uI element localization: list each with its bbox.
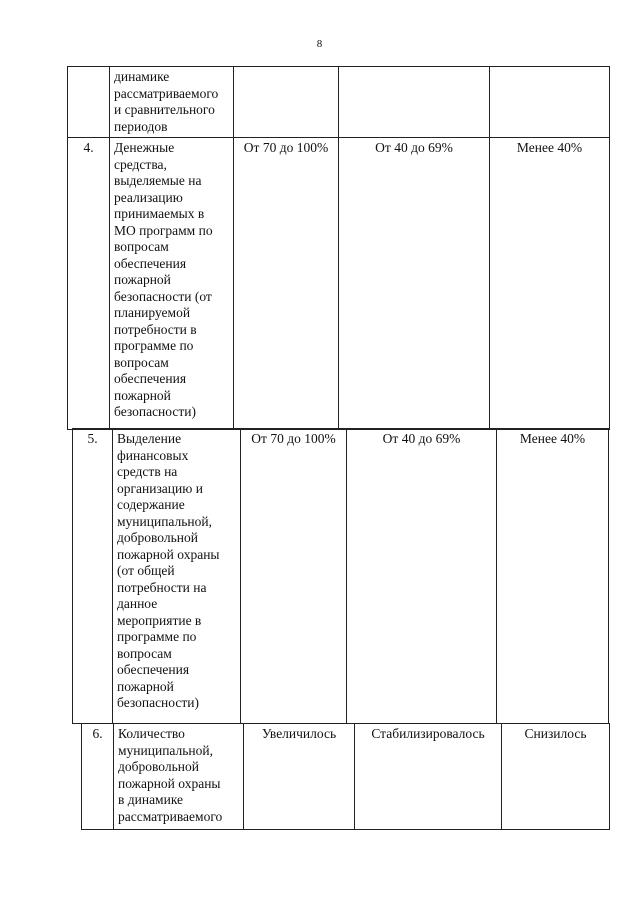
description-line: средств на [117, 464, 178, 479]
description-line: периодов [114, 118, 168, 134]
description-line: обеспечения [114, 371, 187, 386]
description-line: потребности в [114, 321, 197, 337]
description-line: Выделение [117, 431, 182, 446]
description-line: пожарной охраны [118, 775, 221, 791]
table-row [68, 138, 610, 430]
value-high-cell: От 70 до 100% [241, 429, 347, 724]
value-mid-cell: От 40 до 69% [347, 429, 497, 724]
row-number-cell: 5. [73, 429, 113, 724]
criterion-description-cell [113, 429, 241, 724]
page-number: 8 [316, 38, 323, 50]
description-line: в динамике [118, 792, 184, 807]
description-line: пожарной [114, 387, 171, 403]
value-mid-cell: Стабилизировалось [355, 724, 502, 830]
value-high-cell [234, 67, 339, 138]
table-segment-3 [81, 723, 610, 830]
description-line: данное [117, 596, 158, 611]
description-line: вопросам [117, 645, 172, 661]
criterion-description-cell [110, 138, 234, 430]
description-line: и сравнительного [114, 102, 215, 117]
table-row [82, 724, 610, 830]
description-line: принимаемых в [114, 206, 205, 221]
description-line: вопросам [114, 239, 169, 254]
description-line: программе по [114, 338, 194, 353]
description-line: безопасности) [114, 404, 196, 419]
row-number-cell: 4. [68, 138, 110, 430]
value-low-cell: Менее 40% [490, 138, 610, 430]
description-line: содержание [117, 497, 185, 512]
description-line: финансовых [117, 447, 189, 463]
description-line: безопасности) [117, 695, 199, 710]
row-number-cell [68, 67, 110, 138]
description-line: МО программ по [114, 222, 213, 238]
description-line: муниципальной, [117, 513, 212, 529]
description-line: рассматриваемого [114, 85, 219, 101]
description-line: пожарной [114, 272, 171, 287]
description-line: организацию и [117, 480, 203, 496]
table-segment-1 [67, 66, 610, 430]
value-high-cell: Увеличилось [244, 724, 355, 830]
description-line: вопросам [114, 354, 169, 370]
description-line: добровольной [117, 530, 198, 545]
description-line: безопасности (от [114, 288, 212, 304]
description-line: обеспечения [114, 255, 187, 271]
value-mid-cell: От 40 до 69% [339, 138, 490, 430]
value-low-cell: Снизилось [502, 724, 610, 830]
description-line: реализацию [114, 189, 183, 205]
description-line: обеспечения [117, 662, 190, 677]
description-line: средства, [114, 156, 167, 172]
description-line: мероприятие в [117, 612, 202, 628]
table-row [73, 429, 609, 724]
table-row [68, 67, 610, 138]
value-low-cell [490, 67, 610, 138]
description-line: добровольной [118, 759, 199, 774]
description-line: потребности на [117, 579, 207, 595]
value-mid-cell [339, 67, 490, 138]
description-line: пожарной [117, 678, 174, 694]
description-line: Количество [118, 726, 185, 741]
description-line: динамике [114, 69, 170, 84]
description-line: пожарной охраны [117, 546, 220, 562]
criterion-description-cell [110, 67, 234, 138]
description-line: Денежные [114, 140, 175, 155]
description-line: рассматриваемого [118, 808, 223, 824]
value-low-cell: Менее 40% [497, 429, 609, 724]
description-line: планируемой [114, 305, 191, 320]
table-segment-2 [72, 428, 609, 724]
description-line: муниципальной, [118, 742, 213, 758]
description-line: (от общей [117, 563, 175, 578]
row-number-cell: 6. [82, 724, 114, 830]
criterion-description-cell [114, 724, 244, 830]
description-line: программе по [117, 629, 197, 644]
value-high-cell: От 70 до 100% [234, 138, 339, 430]
description-line: выделяемые на [114, 173, 202, 188]
